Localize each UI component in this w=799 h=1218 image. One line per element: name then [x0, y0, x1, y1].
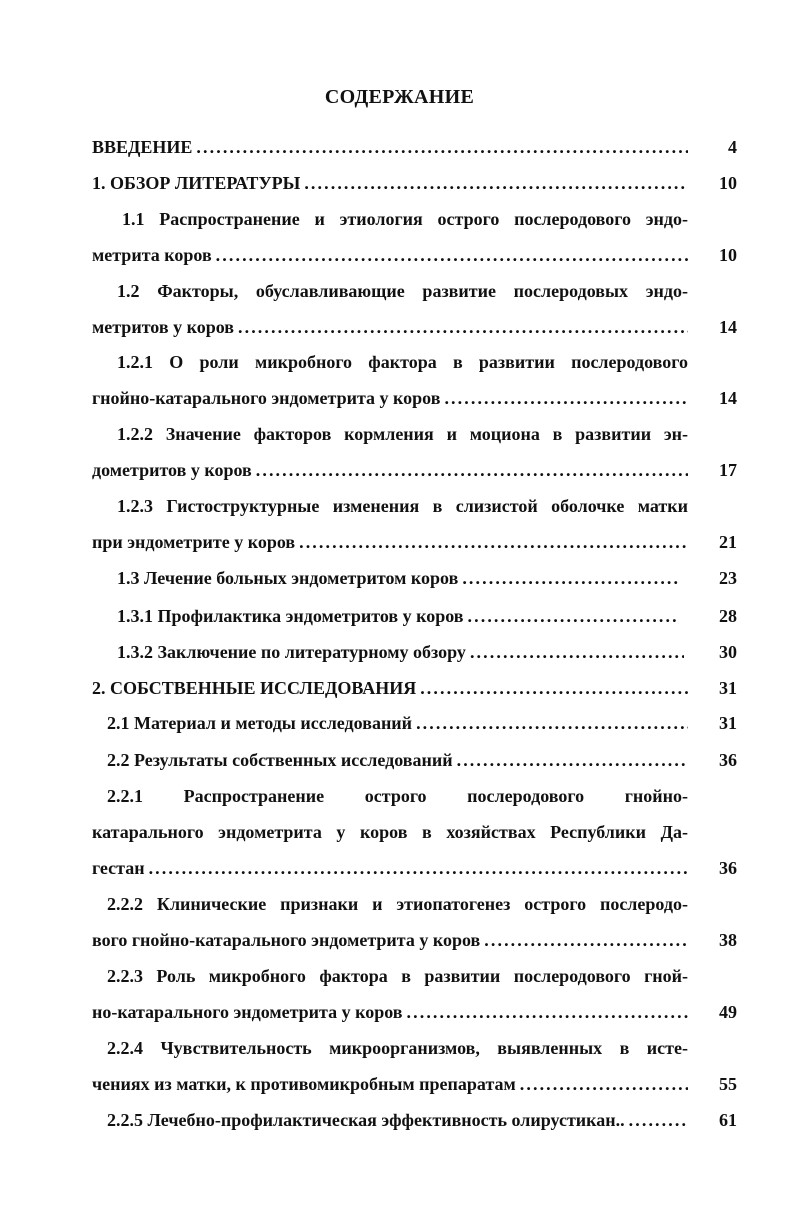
toc-entry-text-line: 2.2.1 Распространение острого послеродового гнойно- [107, 786, 688, 806]
toc-entry-text-line: вого гнойно-катарального эндометрита у коров [92, 930, 481, 950]
toc-entry-last-line [92, 1072, 688, 1096]
toc-entry-last-line [117, 604, 678, 628]
dot-leader [629, 1108, 688, 1132]
dot-leader [299, 530, 688, 554]
toc-entry-last-line [92, 171, 688, 195]
toc-entry-text-line: 1.2 Факторы, обуславливающие развитие послеродовых эндо- [117, 281, 688, 301]
toc-entry-text-line: 1.3.1 Профилактика эндометритов у коров [117, 606, 464, 626]
dot-leader [484, 928, 688, 952]
dot-leader [149, 856, 688, 880]
toc-page-number: 21 [719, 532, 737, 552]
toc-entry-text-line: чениях из матки, к противомикробным препаратам [92, 1074, 516, 1094]
dot-leader [238, 315, 688, 339]
toc-entry-text-line: гнойно-катарального эндометрита у коров [92, 388, 441, 408]
toc-entry-text-line: но-катарального эндометрита у коров [92, 1002, 403, 1022]
toc-entry-last-line [92, 676, 688, 700]
toc-entry-last-line [92, 928, 688, 952]
toc-entry-last-line [92, 386, 688, 410]
toc-entry-text-line: 1. ОБЗОР ЛИТЕРАТУРЫ [92, 173, 301, 193]
toc-entry-last-line [92, 856, 688, 880]
toc-page-number: 31 [719, 678, 737, 698]
toc-page-number: 10 [719, 245, 737, 265]
toc-entry-last-line [92, 315, 688, 339]
toc-page-number: 31 [719, 713, 737, 733]
dot-leader [416, 711, 688, 735]
toc-page-number: 38 [719, 930, 737, 950]
toc-entry-text-line: дометритов у коров [92, 460, 252, 480]
toc-page-number: 30 [719, 642, 737, 662]
dot-leader [470, 640, 684, 664]
toc-page-number: 49 [719, 1002, 737, 1022]
toc-page-number: 4 [728, 137, 737, 157]
toc-entry-text-line: 2.2 Результаты собственных исследований [107, 750, 453, 770]
toc-entry-last-line [107, 711, 688, 735]
dot-leader [520, 1072, 688, 1096]
dot-leader [468, 604, 678, 628]
toc-title: СОДЕРЖАНИЕ [324, 86, 475, 108]
toc-entry-text-line: 2.2.5 Лечебно-профилактическая эффективность олирустикан.. [107, 1110, 625, 1130]
dot-leader [457, 748, 688, 772]
toc-entry-text-line: гестан [92, 858, 145, 878]
dot-leader [420, 676, 688, 700]
dot-leader [196, 135, 688, 159]
toc-page-number: 14 [719, 388, 737, 408]
toc-entry-last-line [92, 135, 688, 159]
dot-leader [216, 243, 688, 267]
toc-entry-text-line: метрита коров [92, 245, 212, 265]
toc-page-number: 61 [719, 1110, 737, 1130]
dot-leader [444, 386, 688, 410]
toc-entry-last-line [92, 530, 688, 554]
toc-entry-text-line: 1.2.2 Значение факторов кормления и моциона в развитии эн- [117, 424, 688, 444]
dot-leader [304, 171, 688, 195]
toc-page-number: 14 [719, 317, 737, 337]
toc-entry-last-line [92, 1000, 688, 1024]
toc-entry-text-line: метритов у коров [92, 317, 234, 337]
toc-page-number: 23 [719, 568, 737, 588]
toc-page-number: 17 [719, 460, 737, 480]
toc-page-number: 10 [719, 173, 737, 193]
toc-entry-text-line: 1.1 Распространение и этиология острого послеродового эндо- [122, 209, 688, 229]
toc-entry-text-line: катарального эндометрита у коров в хозяйствах Республики Да- [92, 822, 688, 842]
toc-entry-text-line: 2. СОБСТВЕННЫЕ ИССЛЕДОВАНИЯ [92, 678, 417, 698]
toc-entry-text-line: 2.2.4 Чувствительность микроорганизмов, выявленных в исте- [107, 1038, 688, 1058]
toc-entry-last-line [117, 566, 678, 590]
toc-entry-last-line [107, 748, 688, 772]
toc-entry-text-line: ВВЕДЕНИЕ [92, 137, 193, 157]
dot-leader [407, 1000, 688, 1024]
toc-entry-text-line: 1.3.2 Заключение по литературному обзору [117, 642, 466, 662]
toc-entry-text-line: при эндометрите у коров [92, 532, 296, 552]
toc-entry-text-line: 2.2.3 Роль микробного фактора в развитии послеродового гной- [107, 966, 688, 986]
dot-leader [462, 566, 678, 590]
toc-page-number: 36 [719, 750, 737, 770]
toc-entry-last-line [107, 1108, 688, 1132]
toc-entry-text-line: 1.3 Лечение больных эндометритом коров [117, 568, 459, 588]
toc-entry-text-line: 1.2.1 О роли микробного фактора в развитии послеродового [117, 352, 688, 372]
toc-entry-text-line: 1.2.3 Гистоструктурные изменения в слизистой оболочке матки [117, 496, 688, 516]
toc-entry-last-line [92, 243, 688, 267]
toc-entry-text-line: 2.1 Материал и методы исследований [107, 713, 413, 733]
toc-page-number: 28 [719, 606, 737, 626]
toc-entry-last-line [92, 458, 688, 482]
toc-page-number: 36 [719, 858, 737, 878]
toc-entry-last-line [117, 640, 684, 664]
toc-entry-text-line: 2.2.2 Клинические признаки и этиопатогенез острого послеродо- [107, 894, 688, 914]
toc-page-number: 55 [719, 1074, 737, 1094]
dot-leader [256, 458, 688, 482]
